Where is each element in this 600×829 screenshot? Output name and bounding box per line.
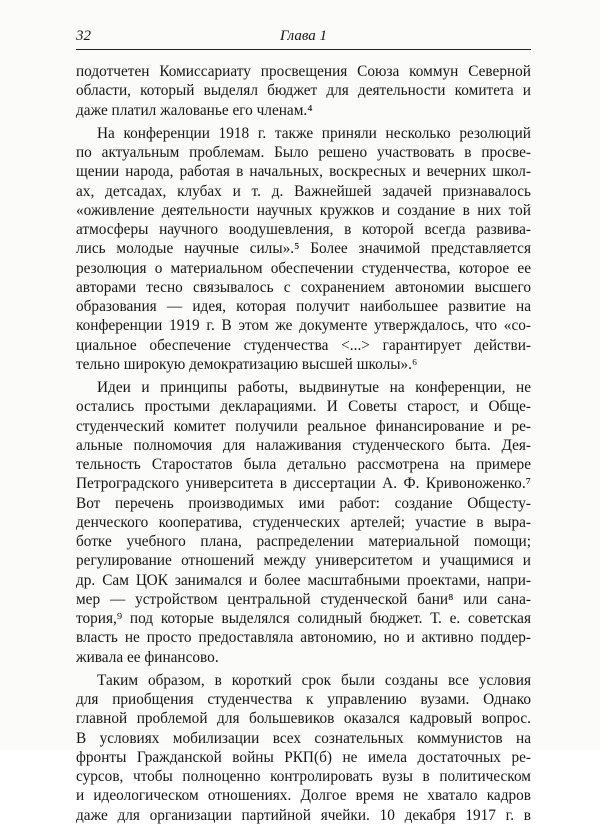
text-line: власть не просто предоставляла автономию, но и активно поддер- xyxy=(76,629,531,647)
text-line: студенческий комитет получили реальное финансирование и ре- xyxy=(76,417,531,435)
text-line: остались простыми декларациями. И Советы старост, и Обще- xyxy=(76,398,531,416)
text-line: по актуальным проблемам. Было решено участвовать в просве- xyxy=(76,144,531,161)
text-line: фронты Гражданской войны РКП(б) не имела достаточных ре- xyxy=(76,748,531,766)
text-line: В условиях мобилизации всех сознательных коммунистов на xyxy=(76,729,531,747)
text-line: даже для организации партийной ячейки. 10 декабря 1917 г. в xyxy=(76,806,531,824)
text-line: атмосферы научного воодушевления, в которой всегда развива- xyxy=(76,221,531,238)
running-head xyxy=(76,28,531,48)
body-text xyxy=(76,62,531,829)
text-line: мер — устройством центральной студенческой бани⁸ или сана- xyxy=(76,590,531,608)
paragraph-3 xyxy=(76,378,531,667)
text-line: для приобщения студенчества к управлению вузами. Однако xyxy=(76,691,531,708)
text-line: тория,⁹ под которые выделялся солидный бюджет. Т. е. советская xyxy=(76,610,531,627)
text-line: циальное обеспечение студенчества <...> гарантирует действи- xyxy=(76,336,531,354)
text-line: На конференции 1918 г. также приняли несколько резолюций xyxy=(97,124,531,142)
text-line: главной проблемой для большевиков оказался кадровый вопрос. xyxy=(76,710,531,728)
text-line: подотчетен Комиссариату просвещения Союза коммун Северной xyxy=(76,63,531,80)
text-line: ботке учебного плана, распределении материальной помощи; xyxy=(76,533,531,550)
text-line: Петроградского университета в диссертации А. Ф. Кривоноженко.⁷ xyxy=(76,475,531,493)
text-line: тельность Старостатов была детально рассмотрена на примере xyxy=(76,456,531,473)
paragraph-4 xyxy=(76,671,531,825)
page-number: 32 xyxy=(76,28,91,44)
paragraph-1 xyxy=(76,62,531,120)
text-line: даже платил жалованье его членам.⁴ xyxy=(76,101,313,119)
text-line: тельно широкую демократизацию высшей школы».⁶ xyxy=(76,355,418,373)
text-line: авторами тесно связывалось с сохранением автономии высшего xyxy=(76,278,531,296)
text-line: и идеологическом отношениях. Долгое время не хватало кадров xyxy=(76,787,531,805)
header-rule xyxy=(76,49,531,50)
text-line: области, который выделял бюджет для деятельности комитета и xyxy=(76,82,531,100)
text-line: «оживление деятельности научных кружков и создание в них той xyxy=(76,201,531,219)
text-line: альные полномочия для налаживания студенческого быта. Дея- xyxy=(76,436,531,454)
text-line: резолюция о материальном обеспечении студенчества, которое ее xyxy=(76,259,531,277)
text-line: конференции 1919 г. В этом же документе утверждалось, что «со- xyxy=(76,317,531,335)
text-line: др. Сам ЦОК занимался и более масштабными проектами, напри- xyxy=(76,571,531,589)
chapter-title: Глава 1 xyxy=(279,28,328,44)
text-line: щении народа, работая в начальных, воскресных и вечерних школ- xyxy=(76,163,531,181)
text-line: живала ее финансово. xyxy=(76,648,219,666)
text-line: Идеи и принципы работы, выдвинутые на конференции, не xyxy=(97,379,531,396)
text-line: ах, детсадах, клубах и т. д. Важнейшей задачей признавалось xyxy=(76,182,531,200)
text-line: Вот перечень производимых ими работ: создание Общесту- xyxy=(76,494,531,512)
text-line: образования — идея, которая получит наибольшее развитие на xyxy=(76,298,531,315)
text-line: регулирование отношений между университетом и учащимися и xyxy=(76,552,531,570)
text-line: Таким образом, в короткий срок были созданы все условия xyxy=(97,671,531,689)
text-line: денческого кооператива, студенческих артелей; участие в выра- xyxy=(76,513,531,531)
paragraph-2 xyxy=(76,124,531,374)
text-line: лись молодые научные силы».⁵ Более значимой представляется xyxy=(76,240,531,258)
text-line: сурсов, чтобы полноценно контролировать вузы в политическом xyxy=(76,768,531,785)
